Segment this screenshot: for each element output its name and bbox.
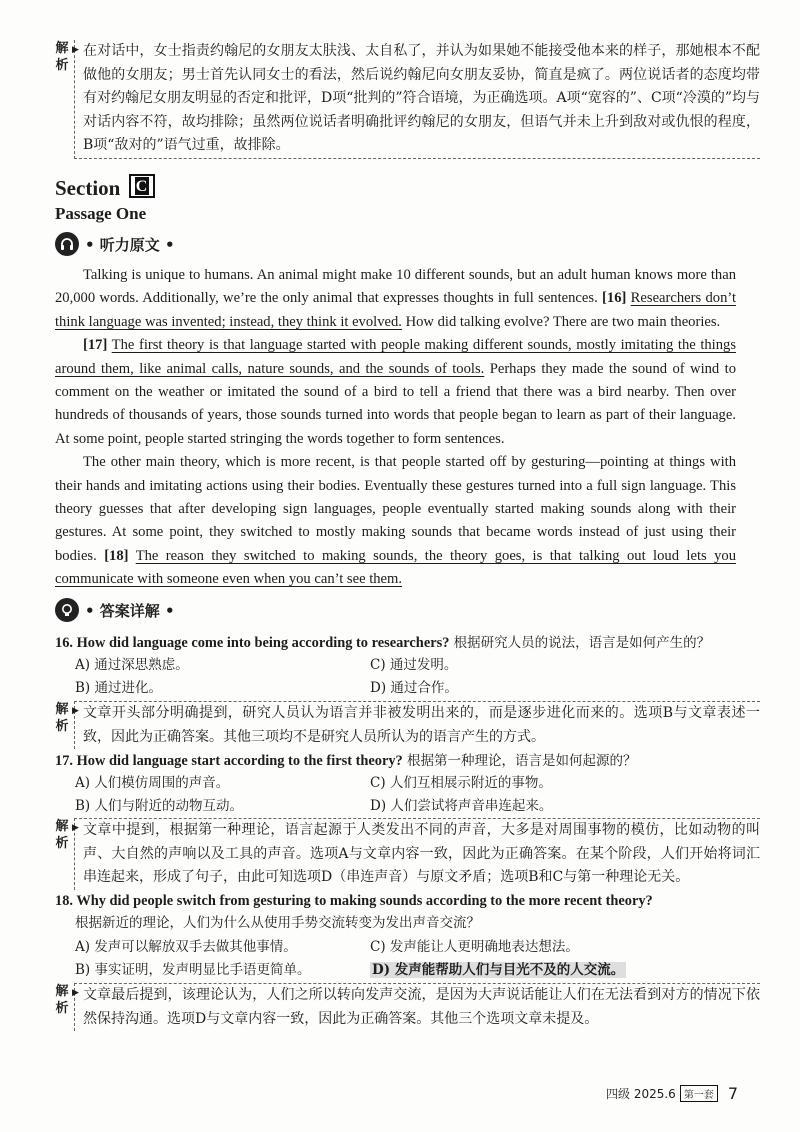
option-a: A) 通过深思熟虑。 <box>75 657 189 673</box>
transcript <box>55 264 736 592</box>
key-sentence-18: The reason they switched to making sounds, the theory goes, is that talking out loud lets you communicate with someone even when you can’t see them. <box>55 547 737 588</box>
option-b: B) 事实证明，发声明显比手语更简单。 <box>75 962 311 978</box>
explanation-top <box>52 40 760 159</box>
headphones-icon <box>55 232 79 256</box>
option-b: B) 人们与附近的动物互动。 <box>75 798 243 814</box>
lightbulb-icon <box>55 598 79 622</box>
paragraph-2: [17] The first theory is that language started with people making different sounds, mostly imitating the things around them, like animal calls, nature sounds, and the sounds of tools. Perhaps they made the sound of wind to comment on the weather or imitated the sound of a bird to tell a friend that there was a bird nearby. Then over hundreds of thousands of years, those sounds turned into words that people began to learn as part of their language. At some point, people started stringing the words together to form sentences. <box>55 337 737 447</box>
option-d: D) 人们尝试将声音串连起来。 <box>370 798 553 814</box>
option-c: C) 人们互相展示附近的事物。 <box>370 775 552 791</box>
option-b: B) 通过进化。 <box>75 680 162 696</box>
page-footer <box>606 1084 738 1103</box>
paragraph-1: Talking is unique to humans. An animal might make 10 different sounds, but an adult human knows more than 20,000 words. Additionally, we’re the only animal that expresses thoughts in full sentences. [16] Researchers don’t think language was invented; instead, they think it evolved. How did talking evolve? There are two main theories. <box>55 267 737 330</box>
option-a: A) 人们模仿周围的声音。 <box>75 775 230 791</box>
key-sentence-16: Researchers don’t think language was invented; instead, they think it evolved. <box>55 290 737 330</box>
explain-tag: 解析 ▶ <box>55 41 79 73</box>
explanation-text: 在对话中，女士指责约翰尼的女朋友太肤浅、太自私了，并认为如果她不能接受他本来的样子，那她根本不配做他的女朋友；男士首先认同女士的看法，然后说约翰尼向女朋友妥协，简直是疯了。两位说话者的态度均带有对约翰尼女朋友明显的否定和批评，D项“批判的”符合语境，为正确选项。A项“宽容的”、C项“冷漠的”均与对话内容不符，故均排除；虽然两位说话者明确批评约翰尼的女朋友，但语气并未上升到敌对或仇恨的程度，B项“敌对的”语气过重，故排除。 <box>74 40 760 159</box>
section-c-icon <box>129 174 155 198</box>
set-label: 第一套 <box>680 1085 718 1102</box>
option-c: C) 发声能让人更明确地表达想法。 <box>370 939 579 955</box>
transcript-heading: • 听力原文 • <box>55 232 175 256</box>
correct-answer-highlight: D) 发声能帮助人们与目光不及的人交流。 <box>372 962 625 978</box>
question-16: 16. How did language come into being according to researchers? 根据研究人员的说法，语言是如何产生的？ A) 通过深思熟虑。 C) 通过发明。 B) 通过进化。 D) 通过合作。 <box>55 632 740 700</box>
option-d: D) 通过合作。 <box>370 680 458 696</box>
option-c: C) 通过发明。 <box>370 657 458 673</box>
explanation-18: 解析 ▶ 文章最后提到，该理论认为，人们之所以转向发声交流，是因为大声说话能让人们在无法看到对方的情况下依然保持沟通。选项D与文章内容一致，因此为正确答案。其他三个选项文章未提及。 <box>52 983 760 1031</box>
page-number: 7 <box>727 1084 738 1103</box>
section-title: Section C <box>55 174 155 201</box>
paragraph-3: The other main theory, which is more recent, is that people started off by gesturing—pointing at things with their hands and imitating actions using their bodies. Eventually these gestures turned into a full sign language. This theory guesses that after developing sign languages, people eventually started making sounds along with their gestures. At some point, they switched to mostly making sounds that became words instead of just using their bodies. [18] The reason they switched to making sounds, the theory goes, is that talking out loud lets you communicate with someone even when you can’t see them. <box>55 454 737 588</box>
option-a: A) 发声可以解放双手去做其他事情。 <box>75 939 297 955</box>
passage-title: Passage One <box>55 204 147 223</box>
explanation-16: 解析 ▶ 文章开头部分明确提到，研究人员认为语言并非被发明出来的，而是逐步进化而来的。选项B与文章表述一致，因此为正确答案。其他三项均不是研究人员所认为的语言产生的方式。 <box>52 701 760 749</box>
question-17: 17. How did language start according to the first theory? 根据第一种理论，语言是如何起源的？ A) 人们模仿周围的声音。 C) 人们互相展示附近的事物。 B) 人们与附近的动物互动。 D) 人们尝试将声音串连起来。 <box>55 750 740 818</box>
answer-heading: • 答案详解 • <box>55 598 175 622</box>
exam-label: 四级 2025.6 <box>606 1087 676 1101</box>
option-d <box>370 959 740 982</box>
question-18: 18. Why did people switch from gesturing to making sounds according to the more recent theory? 根据新近的理论，人们为什么从使用手势交流转变为发出声音交流？ A) 发声可以解放双手去做其他事情。 C) 发声能让人更明确地表达想法。 B) 事实证明，发声明显比手语更简单。 D) 发声能帮助人们与目光不及的人交流。 <box>55 890 740 982</box>
explanation-17: 解析 ▶ 文章中提到，根据第一种理论，语言起源于人类发出不同的声音，大多是对周围事物的模仿，比如动物的叫声、大自然的声响以及工具的声音。选项A与文章内容一致，因此为正确答案。在某个阶段，人们开始将词汇串连起来，形成了句子，由此可知选项D（串连声音）与原文矛盾；选项B和C与第一种理论无关。 <box>52 818 760 890</box>
key-sentence-17: The first theory is that language started with people making different sounds, mostly imitating the things around them, like animal calls, nature sounds, and the sounds of tools. <box>55 337 737 377</box>
